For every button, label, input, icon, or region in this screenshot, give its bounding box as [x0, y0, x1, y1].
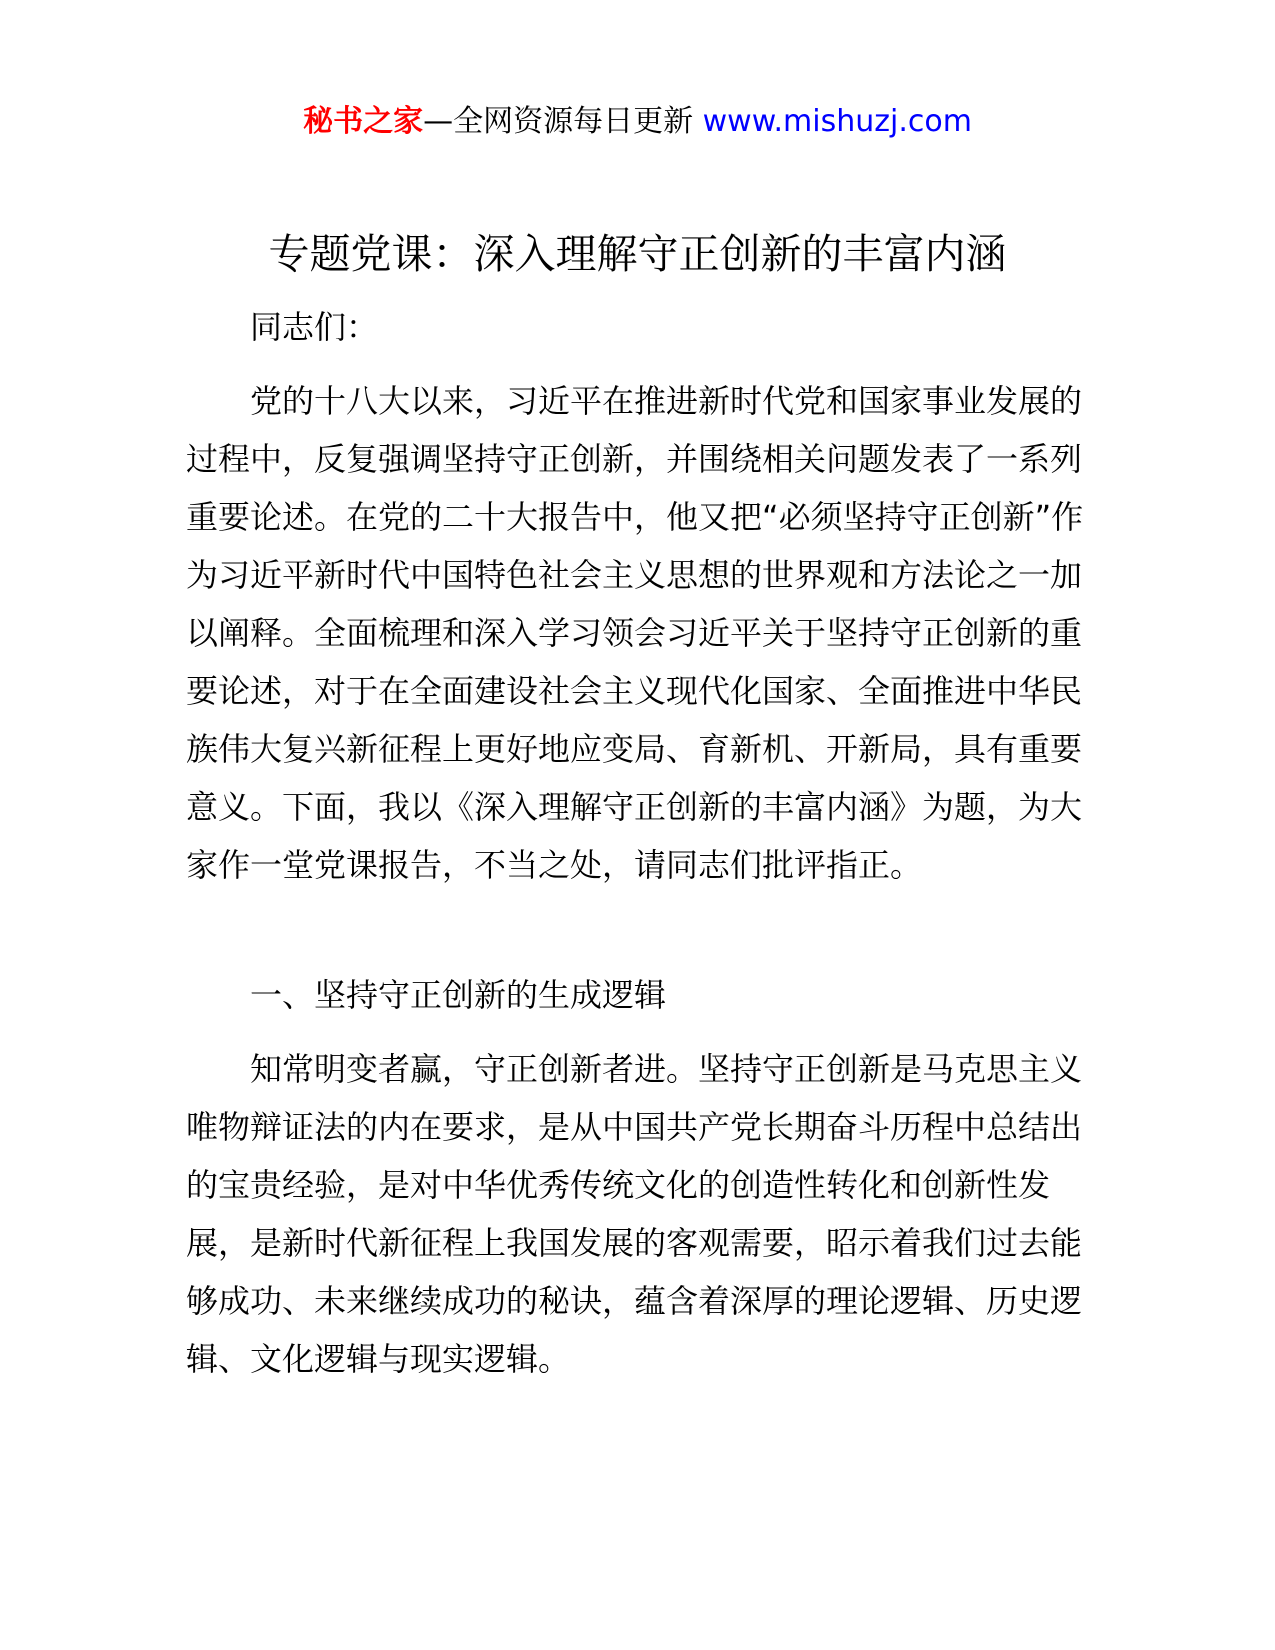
- body-paragraph-1: [186, 372, 1086, 894]
- paragraph-text: 知常明变者赢，守正创新者进。坚持守正创新是马克思主义唯物辩证法的内在要求，是从中国共产党长期奋斗历程中总结出的宝贵经验，是对中华优秀传统文化的创造性转化和创新性发展，是新时代新征程上我国发展的客观需要，昭示着我们过去能够成功、未来继续成功的秘诀，蕴含着深厚的理论逻辑、历史逻辑、文化逻辑与现实逻辑。: [186, 1050, 1083, 1378]
- document-title: 专题党课：深入理解守正创新的丰富内涵: [268, 230, 1007, 278]
- site-header: [0, 100, 1275, 144]
- salutation-text: 同志们：: [250, 308, 379, 346]
- site-url-link[interactable]: www.mishuzj.com: [702, 104, 972, 139]
- section-heading-1: [186, 966, 1086, 1024]
- header-tagline: —全网资源每日更新: [423, 104, 694, 139]
- brand-name: 秘书之家: [303, 104, 424, 139]
- salutation: [186, 298, 1086, 356]
- section-heading-text: 一、坚持守正创新的生成逻辑: [250, 976, 667, 1014]
- paragraph-text: 党的十八大以来，习近平在推进新时代党和国家事业发展的过程中，反复强调坚持守正创新，并围绕相关问题发表了一系列重要论述。在党的二十大报告中，他又把“必须坚持守正创新”作为习近平新时代中国特色社会主义思想的世界观和方法论之一加以阐释。全面梳理和深入学习领会习近平关于坚持守正创新的重要论述，对于在全面建设社会主义现代化国家、全面推进中华民族伟大复兴新征程上更好地应变局、育新机、开新局，具有重要意义。下面，我以《深入理解守正创新的丰富内涵》为题，为大家作一堂党课报告，不当之处，请同志们批评指正。: [186, 382, 1084, 884]
- body-paragraph-2: [186, 1040, 1086, 1388]
